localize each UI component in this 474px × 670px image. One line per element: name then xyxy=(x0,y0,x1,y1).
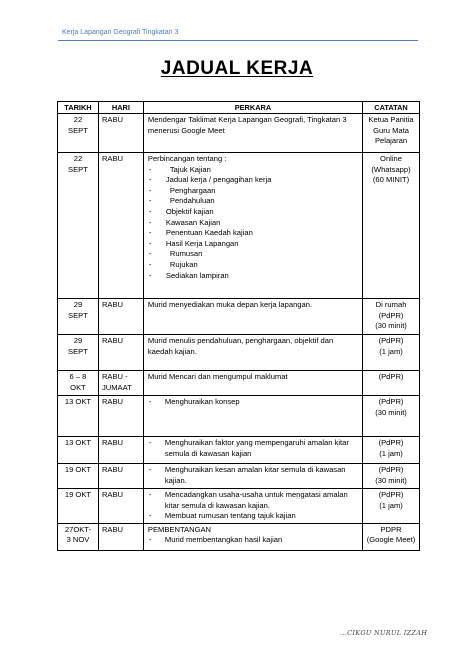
list-item-text: Hasil Kerja Lapangan xyxy=(165,238,239,248)
column-header-activity: PERKARA xyxy=(143,102,362,114)
cell-line: 27OKT- xyxy=(64,524,92,534)
cell-line: RABU xyxy=(101,154,124,163)
bullet-dash: - xyxy=(148,465,152,474)
page-title xyxy=(0,58,474,80)
cell-notes xyxy=(363,489,420,524)
list-item xyxy=(148,175,358,186)
cell-line: PEMBENTANGAN xyxy=(147,524,212,534)
cell-activity xyxy=(143,335,362,371)
cell-line: Online xyxy=(380,154,402,163)
cell-line: (Google Meet) xyxy=(366,535,416,545)
column-header-day: HARI xyxy=(98,102,143,114)
cell-line: SEPT xyxy=(68,164,88,174)
list-item xyxy=(148,186,358,197)
list-item xyxy=(148,196,358,207)
list-item-text: Menghuraikan konsep xyxy=(164,397,240,406)
cell-line: RABU xyxy=(101,465,124,474)
bullet-dash: - xyxy=(148,185,152,195)
cell-activity xyxy=(143,464,362,489)
cell-line: (PdPR) xyxy=(378,372,404,381)
bullet-dash: - xyxy=(148,249,152,259)
cell-date xyxy=(58,371,99,396)
cell-line: (60 MINIT) xyxy=(372,175,410,185)
cell-line: SEPT xyxy=(68,125,88,135)
bullet-dash: - xyxy=(148,206,152,216)
cell-line: (PdPR) xyxy=(378,397,404,406)
bullet-dash: - xyxy=(148,259,152,269)
cell-day xyxy=(98,396,143,437)
cell-day xyxy=(98,153,143,299)
cell-activity xyxy=(143,114,362,153)
list-item xyxy=(148,207,358,218)
cell-line: RABU - xyxy=(101,372,128,381)
cell-line: Guru Mata xyxy=(373,125,409,135)
cell-line: PDPR xyxy=(380,524,402,534)
cell-line: (1 jam) xyxy=(379,346,403,356)
cell-day xyxy=(98,523,143,550)
cell-line: RABU xyxy=(101,397,124,406)
cell-date xyxy=(58,396,99,437)
cell-day xyxy=(98,371,143,396)
cell-line: 3 NOV xyxy=(66,535,90,545)
table-row xyxy=(58,464,420,489)
list-item-text: Murid membentangkan hasil kajian xyxy=(164,535,283,545)
bullet-dash: - xyxy=(148,196,152,206)
list-item xyxy=(148,397,358,408)
cell-notes xyxy=(363,335,420,371)
cell-line: 19 OKT xyxy=(64,465,92,474)
cell-line: Murid menyediakan muka depan kerja lapangan. xyxy=(147,300,313,309)
cell-activity xyxy=(143,153,362,299)
cell-line: Murid Mencari dan mengumpul maklumat xyxy=(147,372,288,381)
cell-date xyxy=(58,489,99,524)
bullet-dash: - xyxy=(148,217,152,227)
list-item xyxy=(148,260,358,271)
cell-notes xyxy=(363,371,420,396)
list-item-text: Objektif kajian xyxy=(165,206,214,216)
cell-day xyxy=(98,299,143,335)
list-item-text: Membuat rumusan tentang tajuk kajian xyxy=(164,511,296,521)
cell-date xyxy=(58,153,99,299)
cell-day xyxy=(98,114,143,153)
cell-line: Ketua Panitia xyxy=(368,115,414,124)
cell-line: (PdPR) xyxy=(378,438,404,447)
list-item xyxy=(148,438,358,459)
cell-line: 13 OKT xyxy=(64,438,92,447)
cell-line: Pelajaran xyxy=(374,136,408,146)
header-divider xyxy=(58,40,418,41)
cell-line: 19 OKT xyxy=(64,490,92,499)
cell-date xyxy=(58,523,99,550)
bullet-dash: - xyxy=(148,175,152,185)
list-item-text: Pendahuluan xyxy=(169,196,215,206)
column-header-date: TARIKH xyxy=(58,102,99,114)
cell-day xyxy=(98,437,143,464)
table-row xyxy=(58,489,420,524)
schedule-table-body xyxy=(58,114,420,551)
bullet-dash: - xyxy=(148,270,152,280)
cell-line: (30 minit) xyxy=(375,475,407,485)
cell-line: RABU xyxy=(101,524,124,534)
cell-notes xyxy=(363,114,420,153)
bullet-dash: - xyxy=(148,490,152,499)
list-item xyxy=(148,271,358,282)
cell-notes xyxy=(363,396,420,437)
cell-activity xyxy=(143,437,362,464)
bullet-dash: - xyxy=(148,535,152,545)
cell-line: 29 xyxy=(73,300,83,309)
cell-date xyxy=(58,114,99,153)
cell-activity xyxy=(143,489,362,524)
cell-line: 29 xyxy=(73,336,83,345)
cell-activity xyxy=(143,396,362,437)
table-row xyxy=(58,299,420,335)
list-item-text: Jadual kerja / pengagihan kerja xyxy=(165,175,272,185)
table-row xyxy=(58,153,420,299)
cell-day xyxy=(98,464,143,489)
column-header-notes: CATATAN xyxy=(363,102,420,114)
cell-line: Mendengar Taklimat Kerja Lapangan Geografi, Tingkatan 3 xyxy=(147,115,347,124)
cell-notes xyxy=(363,523,420,550)
cell-notes xyxy=(363,153,420,299)
list-item-text: Kawasan Kajian xyxy=(165,217,221,227)
list-item-text: Menghuraikan faktor yang mempengaruhi amalan kitar semula di kawasan kajian xyxy=(164,438,349,458)
table-row xyxy=(58,523,420,550)
cell-line: Murid menulis pendahuluan, penghargaan, objektif dan xyxy=(147,336,334,345)
cell-date xyxy=(58,437,99,464)
teacher-signature: ...CIKGU NURUL IZZAH xyxy=(340,629,428,637)
cell-line: (30 minit) xyxy=(375,321,407,331)
list-item xyxy=(148,165,358,176)
cell-line: RABU xyxy=(101,438,124,447)
cell-line: (PdPR) xyxy=(378,310,404,320)
table-row xyxy=(58,437,420,464)
cell-date xyxy=(58,299,99,335)
list-item-text: Mencadangkan usaha-usaha untuk mengatasi amalan kitar semula di kawasan kajian. xyxy=(164,490,348,510)
cell-line: menerusi Google Meet xyxy=(147,125,225,135)
cell-line: (1 jam) xyxy=(379,448,403,458)
running-header: Kerja Lapangan Geografi Tingkatan 3 xyxy=(62,29,179,36)
cell-line: (30 minit) xyxy=(375,407,407,417)
cell-line: Di rumah xyxy=(375,300,407,309)
bullet-dash: - xyxy=(148,438,152,447)
cell-day xyxy=(98,489,143,524)
schedule-table xyxy=(57,101,420,551)
cell-notes xyxy=(363,299,420,335)
cell-line: Perbincangan tentang : xyxy=(147,154,227,163)
cell-notes xyxy=(363,437,420,464)
list-item-text: Sediakan lampiran xyxy=(165,270,229,280)
cell-line: (Whatsapp) xyxy=(371,164,411,174)
list-item-text: Rumusan xyxy=(169,249,203,259)
cell-line: 22 xyxy=(73,154,83,163)
cell-line: 6 – 8 xyxy=(69,372,87,381)
list-item xyxy=(148,490,358,511)
cell-line: RABU xyxy=(101,115,124,124)
cell-activity xyxy=(143,523,362,550)
cell-date xyxy=(58,335,99,371)
list-item xyxy=(148,249,358,260)
list-item xyxy=(148,535,358,546)
cell-day xyxy=(98,335,143,371)
cell-activity xyxy=(143,299,362,335)
cell-line: OKT xyxy=(70,382,86,392)
list-item-text: Menghuraikan kesan amalan kitar semula di kawasan kajian. xyxy=(164,465,346,485)
list-item xyxy=(148,239,358,250)
page-title-text: JADUAL KERJA xyxy=(160,58,314,79)
cell-line: 22 xyxy=(73,115,83,124)
list-item-text: Penentuan Kaedah kajian xyxy=(165,228,253,238)
cell-line: (PdPR) xyxy=(378,465,404,474)
cell-line: SEPT xyxy=(68,310,88,320)
list-item xyxy=(148,511,358,522)
cell-line: RABU xyxy=(101,300,124,309)
table-row xyxy=(58,335,420,371)
cell-line: 13 OKT xyxy=(64,397,92,406)
cell-line: (PdPR) xyxy=(378,490,404,499)
list-item xyxy=(148,465,358,486)
table-row xyxy=(58,371,420,396)
cell-line: (PdPR) xyxy=(378,336,404,345)
cell-date xyxy=(58,464,99,489)
table-header-row xyxy=(58,102,420,114)
cell-line: kaedah kajian. xyxy=(147,346,197,356)
bullet-dash: - xyxy=(148,228,152,238)
list-item-text: Tajuk Kajian xyxy=(169,164,211,174)
list-item xyxy=(148,228,358,239)
cell-line: RABU xyxy=(101,336,124,345)
cell-line: SEPT xyxy=(68,346,88,356)
cell-activity xyxy=(143,371,362,396)
list-item-text: Rujukan xyxy=(169,259,198,269)
table-row xyxy=(58,114,420,153)
cell-line: JUMAAT xyxy=(101,382,132,392)
list-item-text: Penghargaan xyxy=(169,185,216,195)
cell-notes xyxy=(363,464,420,489)
cell-line: RABU xyxy=(101,490,124,499)
bullet-dash: - xyxy=(148,511,152,521)
cell-line: (1 jam) xyxy=(379,500,403,510)
list-item xyxy=(148,218,358,229)
bullet-dash: - xyxy=(148,164,152,174)
bullet-dash: - xyxy=(148,397,152,406)
bullet-dash: - xyxy=(148,238,152,248)
table-row xyxy=(58,396,420,437)
